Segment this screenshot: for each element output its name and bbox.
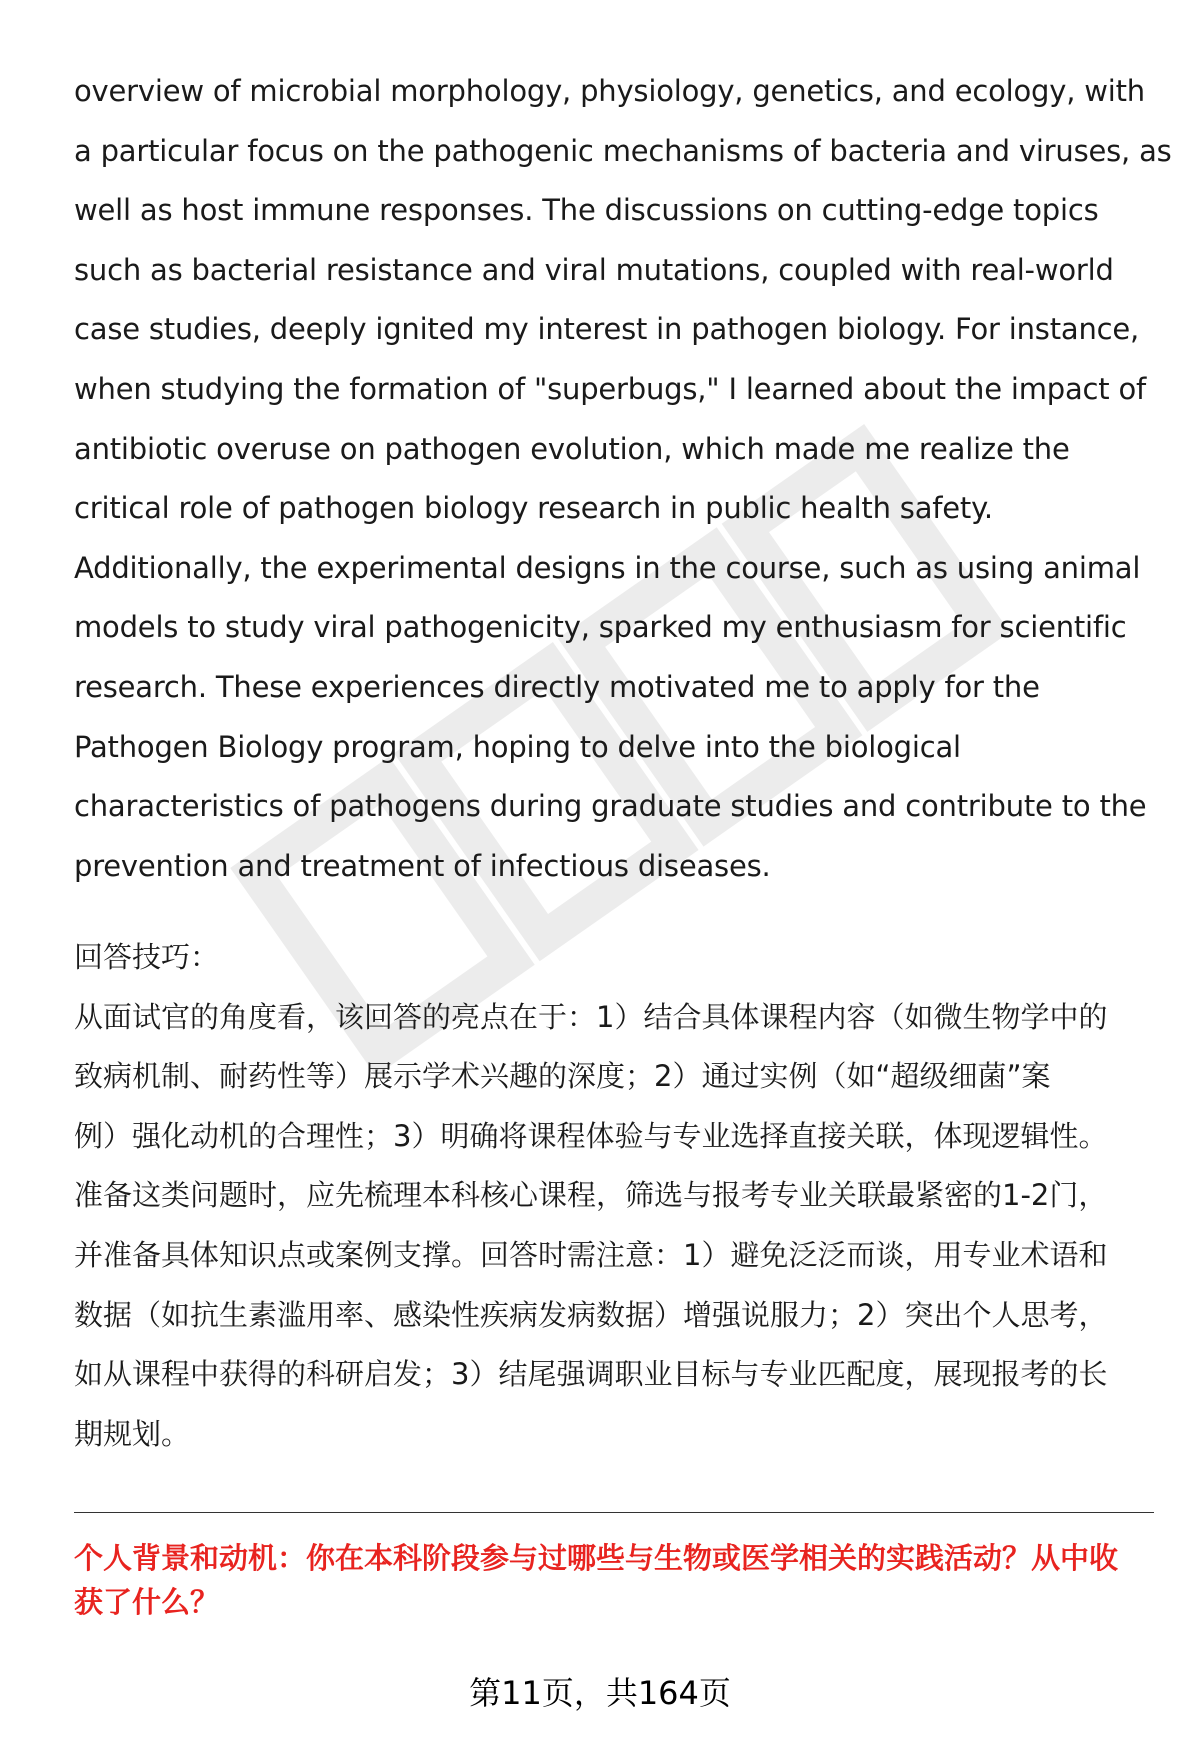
paragraph-line: critical role of pathogen biology research in public health safety. xyxy=(74,491,993,526)
tips-heading: 回答技巧： xyxy=(74,940,220,974)
next-question-heading xyxy=(74,1536,1154,1624)
paragraph-line: models to study viral pathogenicity, sparked my enthusiasm for scientific xyxy=(74,610,1127,645)
paragraph-line: when studying the formation of "superbugs," I learned about the impact of xyxy=(74,371,1147,406)
page-number-footer: 第11页，共164页 xyxy=(469,1674,731,1712)
question-line: 个人背景和动机：你在本科阶段参与过哪些与生物或医学相关的实践活动？从中收 xyxy=(74,1541,1119,1575)
paragraph-line: research. These experiences directly motivated me to apply for the xyxy=(74,669,1040,704)
paragraph-line: antibiotic overuse on pathogen evolution, which made me realize the xyxy=(74,431,1070,466)
paragraph-line: characteristics of pathogens during graduate studies and contribute to the xyxy=(74,789,1147,824)
paragraph-line: a particular focus on the pathogenic mechanisms of bacteria and viruses, as xyxy=(74,133,1172,168)
paragraph-line: Additionally, the experimental designs in the course, such as using animal xyxy=(74,550,1141,585)
paragraph-line: Pathogen Biology program, hoping to delve into the biological xyxy=(74,729,961,764)
paragraph-line: such as bacterial resistance and viral mutations, coupled with real-world xyxy=(74,252,1114,287)
tips-line: 准备这类问题时，应先梳理本科核心课程，筛选与报考专业关联最紧密的1-2门， xyxy=(74,1178,1108,1213)
paragraph-line: case studies, deeply ignited my interest in pathogen biology. For instance, xyxy=(74,312,1140,347)
paragraph-line: well as host immune responses. The discussions on cutting-edge topics xyxy=(74,193,1099,228)
question-line: 获了什么？ xyxy=(74,1585,220,1619)
tips-line: 并准备具体知识点或案例支撑。回答时需注意：1）避免泛泛而谈，用专业术语和 xyxy=(74,1237,1108,1272)
english-answer-paragraph xyxy=(74,62,1172,896)
answer-tips-section xyxy=(74,928,1154,1464)
tips-line: 致病机制、耐药性等）展示学术兴趣的深度；2）通过实例（如“超级细菌”案 xyxy=(74,1059,1051,1094)
tips-line: 数据（如抗生素滥用率、感染性疾病发病数据）增强说服力；2）突出个人思考， xyxy=(74,1297,1108,1332)
tips-line: 例）强化动机的合理性；3）明确将课程体验与专业选择直接关联，体现逻辑性。 xyxy=(74,1118,1108,1153)
tips-line: 从面试官的角度看，该回答的亮点在于：1）结合具体课程内容（如微生物学中的 xyxy=(74,999,1108,1034)
tips-line: 如从课程中获得的科研启发；3）结尾强调职业目标与专业匹配度，展现报考的长 xyxy=(74,1357,1108,1392)
paragraph-line: overview of microbial morphology, physiology, genetics, and ecology, with xyxy=(74,74,1145,108)
tips-line: 期规划。 xyxy=(74,1416,191,1451)
paragraph-line: prevention and treatment of infectious diseases. xyxy=(74,848,771,883)
section-divider xyxy=(74,1512,1154,1513)
